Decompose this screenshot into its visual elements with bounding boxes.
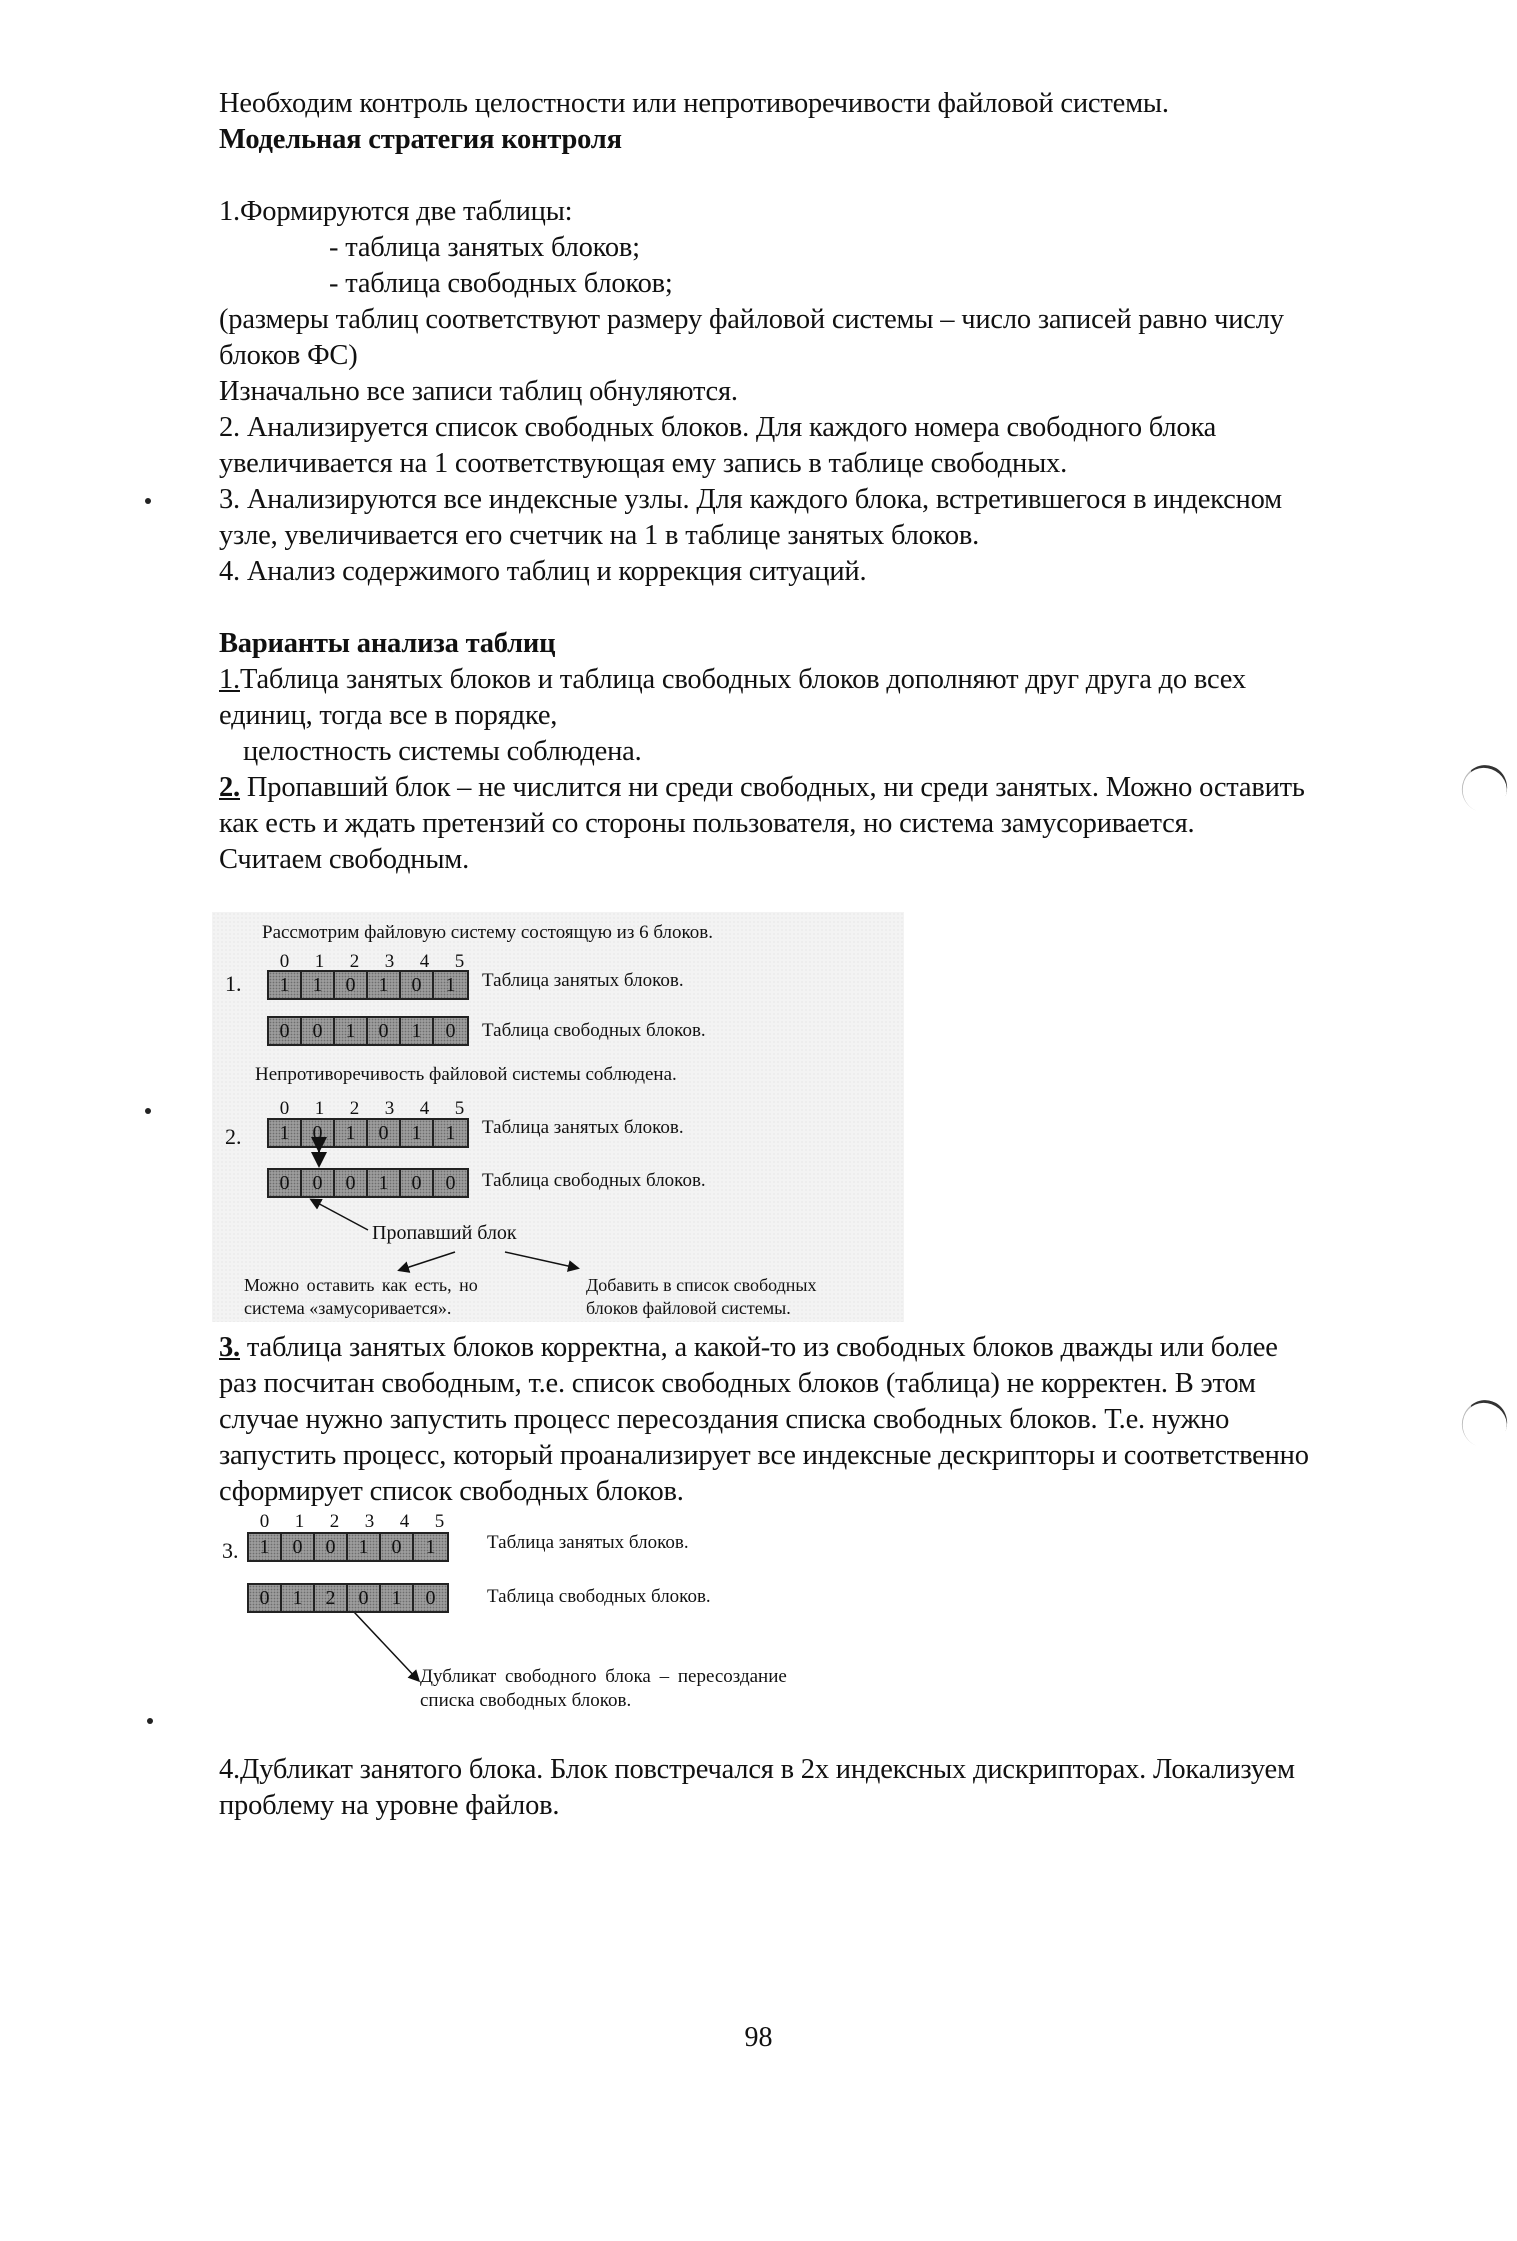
case-1-free-label: Таблица свободных блоков. [482, 1020, 706, 1041]
case-3-free-table: 0 1 2 0 1 0 [247, 1583, 449, 1613]
heading-variants: Варианты анализа таблиц [219, 628, 556, 659]
heading-model-strategy: Модельная стратегия контроля [219, 124, 622, 155]
missing-block-label: Пропавший блок [372, 1222, 517, 1244]
scan-mark [147, 1718, 153, 1724]
case-1-result: Непротиворечивость файловой системы соблюдена. [255, 1064, 677, 1085]
case-1-indices: 0 1 2 3 4 5 [279, 951, 465, 972]
step-3-line-1: 3. Анализируются все индексные узлы. Для каждого блока, встретившегося в индексном [219, 484, 1282, 515]
arrow-right-option-icon [505, 1252, 577, 1268]
variant-1-line-1: 1.Таблица занятых блоков и таблица свободных блоков дополняют друг друга до всех [219, 664, 1246, 695]
variant-2-line-1: 2. Пропавший блок – не числится ни среди свободных, ни среди занятых. Можно оставить [219, 772, 1305, 803]
page-number: 98 [744, 2022, 773, 2053]
case-3-free-label: Таблица свободных блоков. [487, 1586, 711, 1607]
figure-1-caption: Рассмотрим файловую систему состоящую из 6 блоков. [262, 922, 713, 943]
case-3-note-line-2: списка свободных блоков. [420, 1690, 632, 1711]
variant-1-number: 1. [219, 664, 240, 695]
scan-mark [145, 1108, 151, 1114]
option-leave-line-2: система «замусоривается». [244, 1298, 452, 1318]
step-1-init: Изначально все записи таблиц обнуляются. [219, 376, 738, 407]
step-3-line-2: узле, увеличивается его счетчик на 1 в таблице занятых блоков. [219, 520, 980, 551]
case-2-used-label: Таблица занятых блоков. [482, 1117, 684, 1138]
step-1-note-line-2: блоков ФС) [219, 340, 358, 371]
variant-3-line-2: раз посчитан свободным, т.е. список свободных блоков (таблица) не корректен. В этом [219, 1368, 1256, 1399]
arrow-to-missing-block-icon [312, 1200, 368, 1230]
step-1-note-line-1: (размеры таблиц соответствуют размеру файловой системы – число записей равно числу [219, 304, 1284, 335]
case-3-used-label: Таблица занятых блоков. [487, 1532, 689, 1553]
case-1-label: 1. [225, 971, 242, 996]
case-2-used-table: 1 0 1 0 1 1 [267, 1118, 469, 1148]
intro-text: Необходим контроль целостности или непротиворечивости файловой системы. [219, 88, 1169, 119]
variant-3-number: 3. [219, 1332, 240, 1363]
step-1-item-2: - таблица свободных блоков; [329, 268, 673, 299]
arrow-duplicate-free-icon [354, 1612, 418, 1680]
step-2-line-2: увеличивается на 1 соответствующая ему запись в таблице свободных. [219, 448, 1068, 479]
variant-4-line-1: 4.Дубликат занятого блока. Блок повстречался в 2х индексных дискрипторах. Локализуем [219, 1754, 1295, 1785]
step-2-line-1: 2. Анализируется список свободных блоков. Для каждого номера свободного блока [219, 412, 1217, 443]
variant-2-line-3: Считаем свободным. [219, 844, 470, 875]
variant-2-number: 2. [219, 772, 240, 803]
variant-3-line-5: сформирует список свободных блоков. [219, 1476, 684, 1507]
case-1-used-label: Таблица занятых блоков. [482, 970, 684, 991]
case-3-note-line-1: Дубликат свободного блока – пересоздание [420, 1666, 787, 1687]
case-1-used-table: 1 1 0 1 0 1 [267, 970, 469, 1000]
variant-3-line-4: запустить процесс, который проанализирует все индексные дескрипторы и соответственно [219, 1440, 1309, 1471]
arrow-left-option-icon [400, 1252, 455, 1270]
step-1-item-1: - таблица занятых блоков; [329, 232, 640, 263]
case-3-label: 3. [222, 1538, 239, 1563]
option-add-line-1: Добавить в список свободных [586, 1275, 817, 1295]
case-2-free-label: Таблица свободных блоков. [482, 1170, 706, 1191]
case-2-indices: 0 1 2 3 4 5 [279, 1098, 465, 1119]
variant-1-line-3: целостность системы соблюдена. [243, 736, 642, 767]
scan-mark [145, 498, 151, 504]
variant-4-line-2: проблему на уровне файлов. [219, 1790, 560, 1821]
variant-3-line-3: случае нужно запустить процесс пересоздания списка свободных блоков. Т.е. нужно [219, 1404, 1230, 1435]
case-2-label: 2. [225, 1124, 242, 1149]
case-3-indices: 0 1 2 3 4 5 [259, 1511, 445, 1532]
variant-3-line-1: 3. таблица занятых блоков корректна, а какой-то из свободных блоков дважды или более [219, 1332, 1278, 1363]
case-1-free-table: 0 0 1 0 1 0 [267, 1016, 469, 1046]
case-3-used-table: 1 0 0 1 0 1 [247, 1532, 449, 1562]
variant-2-line-2: как есть и ждать претензий со стороны пользователя, но система замусоривается. [219, 808, 1195, 839]
variant-1-line-2: единиц, тогда все в порядке, [219, 700, 558, 731]
option-leave-line-1: Можно оставить как есть, но [244, 1275, 478, 1295]
option-add-line-2: блоков файловой системы. [586, 1298, 791, 1318]
step-4: 4. Анализ содержимого таблиц и коррекция ситуаций. [219, 556, 867, 587]
case-2-free-table: 0 0 0 1 0 0 [267, 1168, 469, 1198]
step-1: 1.Формируются две таблицы: [219, 196, 573, 227]
